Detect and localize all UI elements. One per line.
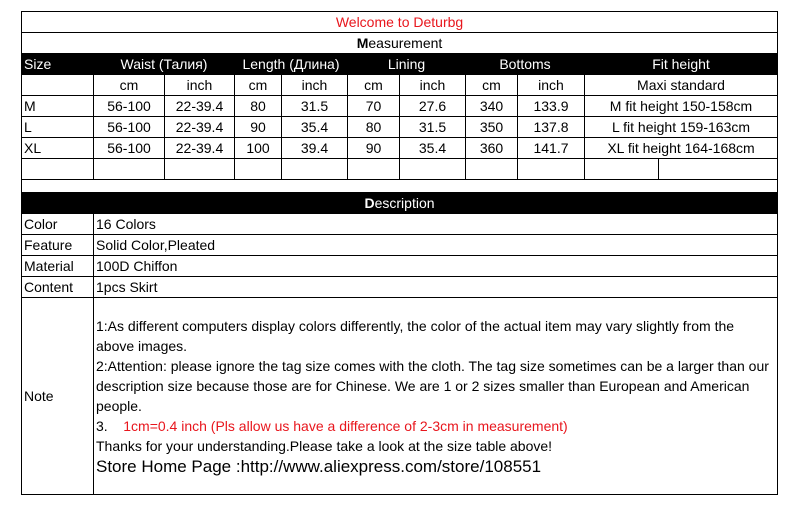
color-value: 16 Colors (94, 214, 778, 235)
description-row (22, 235, 778, 256)
measurement-heading (22, 33, 778, 54)
description-row (22, 214, 778, 235)
color-label: Color (22, 214, 94, 235)
size-cell: L (22, 117, 94, 138)
store-home-page: Store Home Page :http://www.aliexpress.com/store/108551 (96, 457, 542, 476)
content-value: 1pcs Skirt (94, 277, 778, 298)
note-content (94, 298, 778, 495)
size-cell: M (22, 96, 94, 117)
value-cell: 31.5 (400, 117, 466, 138)
value-cell: 22-39.4 (165, 117, 235, 138)
unit-cell: inch (518, 75, 585, 96)
material-value: 100D Chiffon (94, 256, 778, 277)
col-size: Size (22, 54, 94, 75)
unit-cell: cm (94, 75, 165, 96)
value-cell: 56-100 (94, 96, 165, 117)
note-label: Note (22, 298, 94, 495)
unit-cell: inch (165, 75, 235, 96)
value-cell: 340 (466, 96, 518, 117)
col-fit-height: Fit height (585, 54, 778, 75)
description-heading (22, 193, 778, 214)
description-heading-rest: escription (374, 195, 435, 211)
value-cell: 137.8 (518, 117, 585, 138)
note-line-3 (96, 416, 775, 436)
fit-height-cell: M fit height 150-158cm (585, 96, 778, 117)
feature-value: Solid Color,Pleated (94, 235, 778, 256)
separator-row (22, 180, 778, 193)
col-lining: Lining (348, 54, 466, 75)
value-cell: 141.7 (518, 138, 585, 159)
col-bottoms: Bottoms (466, 54, 585, 75)
unit-cell: Maxi standard (585, 75, 778, 96)
value-cell: 35.4 (282, 117, 348, 138)
column-header-row (22, 54, 778, 75)
fit-height-cell: XL fit height 164-168cm (585, 138, 778, 159)
value-cell: 22-39.4 (165, 138, 235, 159)
value-cell: 80 (348, 117, 400, 138)
value-cell: 56-100 (94, 117, 165, 138)
table-row (22, 117, 778, 138)
note-line-2: 2:Attention: please ignore the tag size comes with the cloth. The tag size sometimes can be a larger than our description size because those are for Chinese. We are 1 or 2 sizes smaller than European and American people. (96, 358, 769, 414)
note-line-1: 1:As different computers display colors differently, the color of the actual item may vary slightly from the above images. (96, 318, 735, 354)
fit-height-cell: L fit height 159-163cm (585, 117, 778, 138)
note-row (22, 298, 778, 495)
unit-cell: inch (282, 75, 348, 96)
value-cell: 27.6 (400, 96, 466, 117)
value-cell: 90 (348, 138, 400, 159)
unit-cell: cm (466, 75, 518, 96)
value-cell: 80 (235, 96, 282, 117)
blank-row (22, 159, 778, 180)
feature-label: Feature (22, 235, 94, 256)
measurement-heading-rest: easurement (368, 35, 443, 51)
note-3-text: 1cm=0.4 inch (Pls allow us have a difference of 2-3cm in measurement) (123, 418, 568, 434)
welcome-title: Welcome to Deturbg (22, 12, 778, 33)
table-row (22, 138, 778, 159)
size-cell: XL (22, 138, 94, 159)
size-chart (21, 11, 777, 495)
value-cell: 56-100 (94, 138, 165, 159)
table-row (22, 96, 778, 117)
value-cell: 35.4 (400, 138, 466, 159)
col-waist: Waist (Талия) (94, 54, 235, 75)
value-cell: 90 (235, 117, 282, 138)
content-label: Content (22, 277, 94, 298)
value-cell: 22-39.4 (165, 96, 235, 117)
description-heading-cap: D (364, 195, 375, 211)
material-label: Material (22, 256, 94, 277)
value-cell: 360 (466, 138, 518, 159)
col-length: Length (Длина) (235, 54, 348, 75)
value-cell: 350 (466, 117, 518, 138)
unit-cell: inch (400, 75, 466, 96)
measurement-table (21, 11, 778, 495)
unit-cell: cm (235, 75, 282, 96)
note-line-4: Thanks for your understanding.Please take a look at the size table above! (96, 438, 553, 454)
unit-cell: cm (348, 75, 400, 96)
value-cell: 133.9 (518, 96, 585, 117)
value-cell: 100 (235, 138, 282, 159)
unit-blank (22, 75, 94, 96)
value-cell: 70 (348, 96, 400, 117)
measurement-heading-cap: M (356, 35, 369, 51)
note-3-number: 3. (96, 418, 108, 434)
description-row (22, 277, 778, 298)
description-row (22, 256, 778, 277)
value-cell: 39.4 (282, 138, 348, 159)
value-cell: 31.5 (282, 96, 348, 117)
unit-row (22, 75, 778, 96)
